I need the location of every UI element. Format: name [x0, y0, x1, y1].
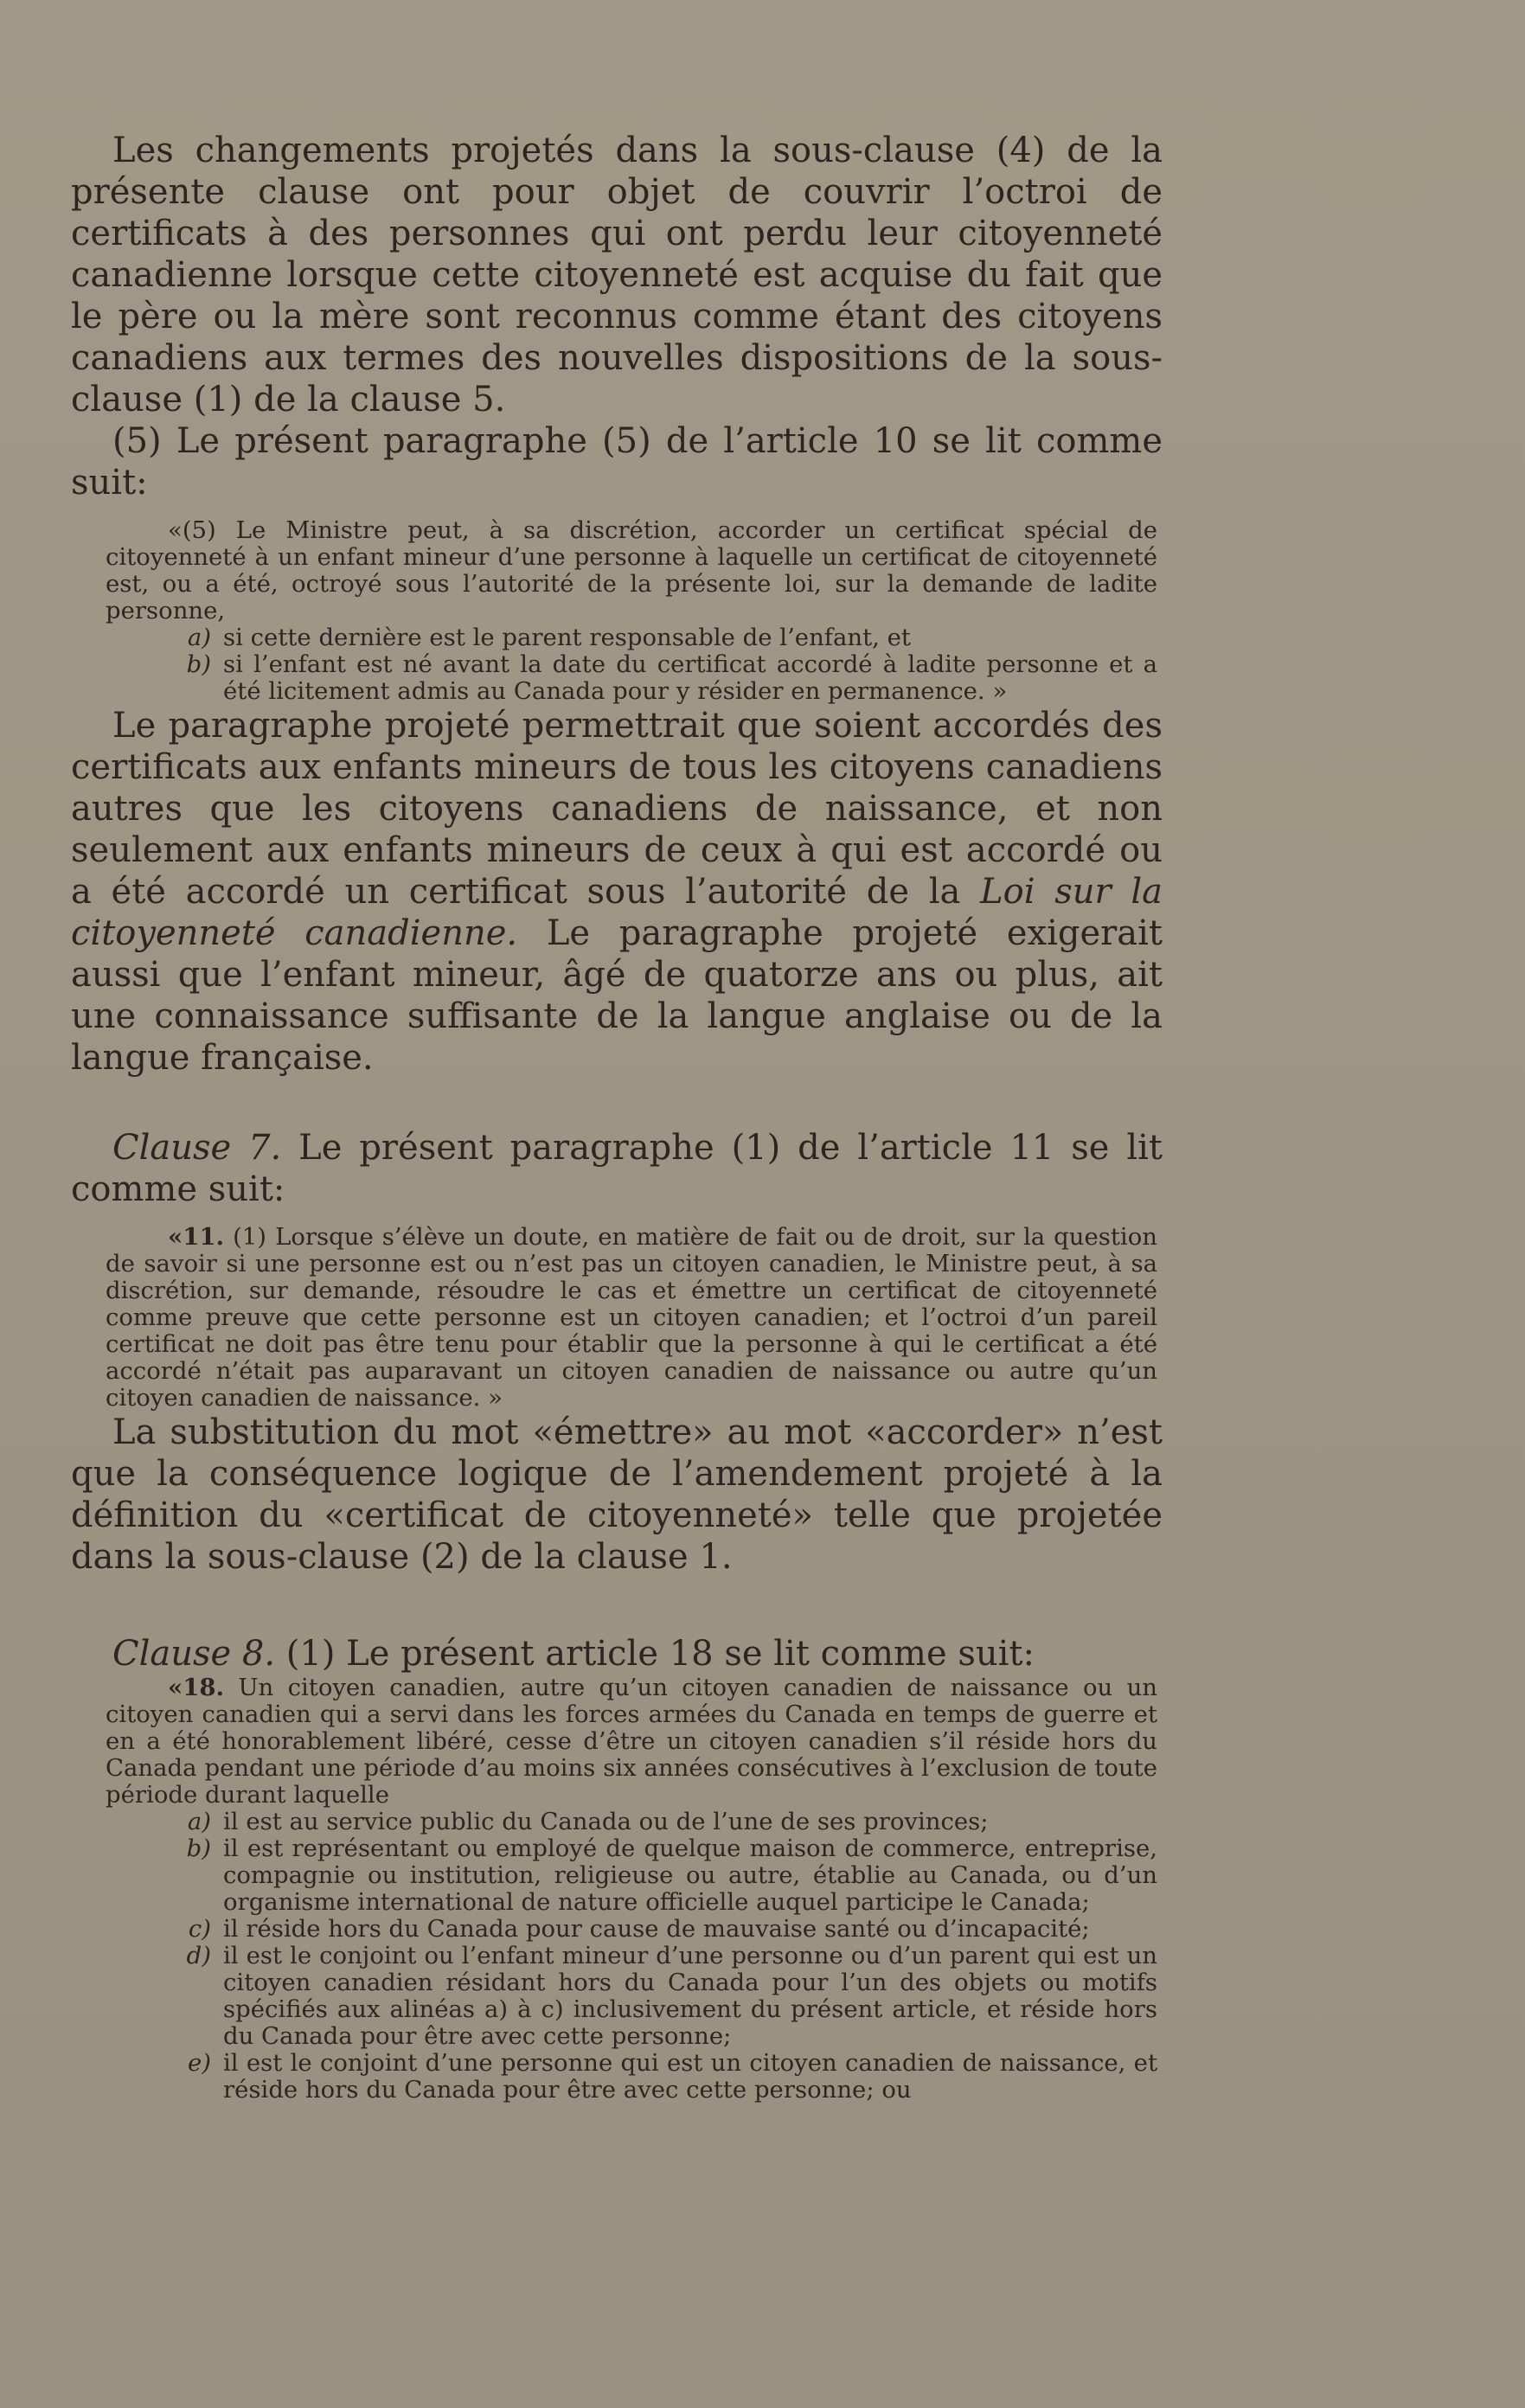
list-item — [106, 624, 1157, 651]
article-number: «18. — [168, 1674, 225, 1701]
clause-7-heading: Clause 7. Le présent paragraphe (1) de l’article 11 se lit comme suit: — [71, 1128, 1163, 1209]
quote-article-11 — [71, 1224, 1163, 1412]
item-text: si l’enfant est né avant la date du certificat accordé à ladite personne et a été licitement admis au Canada pour y résider en permanence. » — [223, 650, 1157, 705]
paragraph-article-10-5: (5) Le présent paragraphe (5) de l’article 10 se lit comme suit: — [71, 421, 1163, 503]
item-label: b) — [186, 1835, 211, 1862]
list-item — [106, 1943, 1157, 2050]
item-text: il est au service public du Canada ou de l’une de ses provinces; — [223, 1808, 989, 1835]
quote-intro: «(5) Le Ministre peut, à sa discrétion, accorder un certificat spécial de citoyenneté à un enfant mineur d’une personne à laquelle un certificat de citoyenneté est, ou a été, octroyé sous l’autorité de la présente loi, sur la demande de ladite personne, — [106, 516, 1157, 624]
paragraph-changes-subclause-4: Les changements projetés dans la sous-clause (4) de la présente clause ont pour objet de couvrir l’octroi de certificats à des personnes qui ont perdu leur citoyenneté canadienne lorsque cette citoyenneté est acquise du fait que le père ou la mère sont reconnus comme étant des citoyens canadiens aux termes des nouvelles dispositions de la sous-clause (1) de la clause 5. — [71, 131, 1163, 419]
item-text: si cette dernière est le parent responsable de l’enfant, et — [223, 624, 911, 651]
paragraph-substitution: La substitution du mot «émettre» au mot «accorder» n’est que la conséquence logique de l’amendement projeté à la définition du «certificat de citoyenneté» telle que projetée dans la sous-clause (2) de la clause 1. — [71, 1412, 1163, 1577]
quote-text: «18. Un citoyen canadien, autre qu’un citoyen canadien de naissance ou un citoyen canadien qui a servi dans les forces armées du Canada en temps de guerre et en a été honorablement libéré, cesse d’être un citoyen canadien s’il réside hors du Canada pendant une période d’au moins six années consécutives à l’exclusion de toute période durant laquelle — [106, 1674, 1157, 1809]
quote-article-10-5 — [71, 517, 1163, 705]
item-label: e) — [187, 2049, 211, 2077]
list-item — [106, 1916, 1157, 1943]
paragraph-proposed-certificates: Le paragraphe projeté permettrait que soient accordés des certificats aux enfants mineurs de tous les citoyens canadiens autres que les citoyens canadiens de naissance, et non seulement aux enfants mineurs de ceux à qui est accordé ou a été accordé un certificat sous l’autorité de la Loi sur la citoyenneté canadienne. Le paragraphe projeté exigerait aussi que l’enfant mineur, âgé de quatorze ans ou plus, ait une connaissance suffisante de la langue anglaise ou de la langue française. — [71, 706, 1163, 1078]
clause-label: Clause 7. — [112, 1128, 282, 1168]
clause-8-heading: Clause 8. (1) Le présent article 18 se lit comme suit: — [112, 1634, 1035, 1674]
quote-article-18 — [71, 1675, 1163, 2104]
item-text: il réside hors du Canada pour cause de mauvaise santé ou d’incapacité; — [223, 1915, 1090, 1943]
list-item — [106, 1809, 1157, 1835]
item-text: il est représentant ou employé de quelque maison de commerce, entreprise, compagnie ou institution, religieuse ou autre, établie au Canada, ou d’un organisme international de nature officielle auquel participe le Canada; — [223, 1835, 1157, 1916]
list-item — [106, 651, 1157, 705]
item-text: il est le conjoint ou l’enfant mineur d’une personne ou d’un parent qui est un citoyen canadien résidant hors du Canada pour l’un des objets ou motifs spécifiés aux alinéas a) à c) inclusivement du présent article, et réside hors du Canada pour être avec cette personne; — [223, 1942, 1157, 2050]
article-number: «11. — [168, 1223, 225, 1251]
list-item — [106, 2050, 1157, 2104]
item-label: a) — [187, 624, 211, 651]
item-text: il est le conjoint d’une personne qui est un citoyen canadien de naissance, et réside hors du Canada pour être avec cette personne; ou — [223, 2049, 1157, 2104]
clause-label: Clause 8. — [112, 1634, 276, 1674]
item-label: a) — [187, 1808, 211, 1835]
item-label: b) — [186, 650, 211, 678]
law-title: Loi sur la citoyenneté canadienne. — [71, 872, 1163, 953]
list-item — [106, 1835, 1157, 1916]
item-label: d) — [186, 1942, 211, 1969]
page-content — [71, 130, 1163, 2104]
item-label: c) — [188, 1915, 211, 1943]
quote-text: «11. (1) Lorsque s’élève un doute, en matière de fait ou de droit, sur la question de savoir si une personne est ou n’est pas un citoyen canadien, le Ministre peut, à sa discrétion, sur demande, résoudre le cas et émettre un certificat de citoyenneté comme preuve que cette personne est un citoyen canadien; et l’octroi d’un pareil certificat ne doit pas être tenu pour établir que la personne à qui le certificat a été accordé n’était pas auparavant un citoyen canadien de naissance ou autre qu’un citoyen canadien de naissance. » — [106, 1223, 1157, 1412]
